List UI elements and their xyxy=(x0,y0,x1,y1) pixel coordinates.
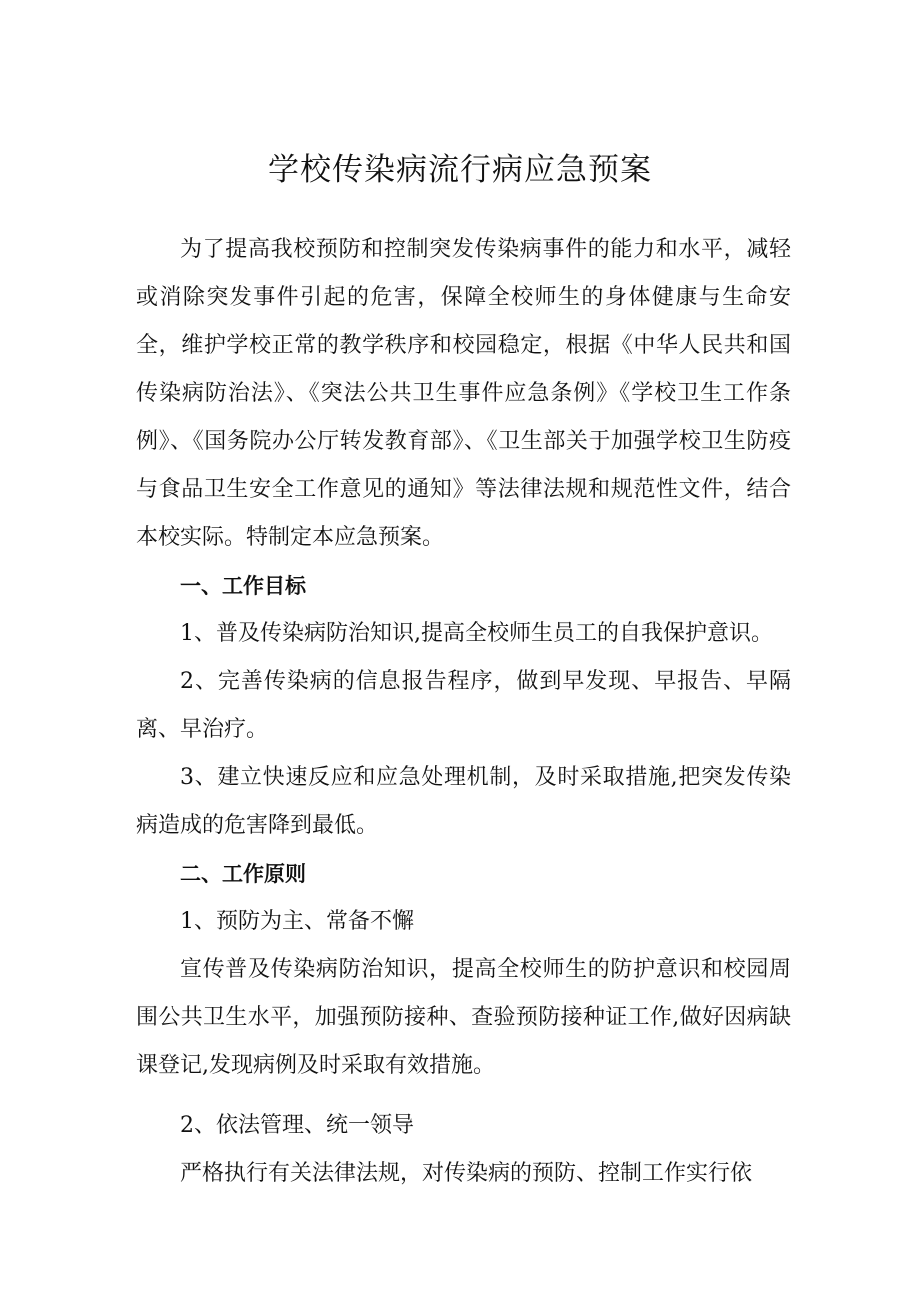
principle-paragraph-1: 宣传普及传染病防治知识，提高全校师生的防护意识和校园周围公共卫生水平，加强预防接种、查验预防接种证工作,做好因病缺课登记,发现病例及时采取有效措施。 xyxy=(136,957,791,1078)
goal-item-2: 2、完善传染病的信息报告程序，做到早发现、早报告、早隔离、早治疗。 xyxy=(136,669,791,742)
goal-item-1: 1、普及传染病防治知识,提高全校师生员工的自我保护意识。 xyxy=(180,621,773,646)
goal-item-3: 3、建立快速反应和应急处理机制，及时采取措施,把突发传染病造成的危害降到最低。 xyxy=(136,765,791,838)
principle-paragraph-2: 严格执行有关法律法规，对传染病的预防、控制工作实行依 xyxy=(180,1161,753,1186)
section-heading-work-principles: 二、工作原则 xyxy=(180,862,306,886)
document-body xyxy=(136,226,791,1198)
principle-heading-1: 1、预防为主、常备不懈 xyxy=(180,909,414,934)
section-heading-work-goals: 一、工作目标 xyxy=(180,574,306,598)
intro-paragraph: 为了提高我校预防和控制突发传染病事件的能力和水平，减轻或消除突发事件引起的危害，保障全校师生的身体健康与生命安全，维护学校正常的教学秩序和校园稳定，根据《中华人民共和国传染病防治法》、《突法公共卫生事件应急条例》《学校卫生工作条例》、《国务院办公厅转发教育部》、《卫生部关于加强学校卫生防疫与食品卫生安全工作意见的通知》等法律法规和规范性文件，结合本校实际。特制定本应急预案。 xyxy=(136,237,791,550)
principle-heading-2: 2、依法管理、统一领导 xyxy=(180,1113,414,1138)
document-title: 学校传染病流行病应急预案 xyxy=(268,152,652,188)
